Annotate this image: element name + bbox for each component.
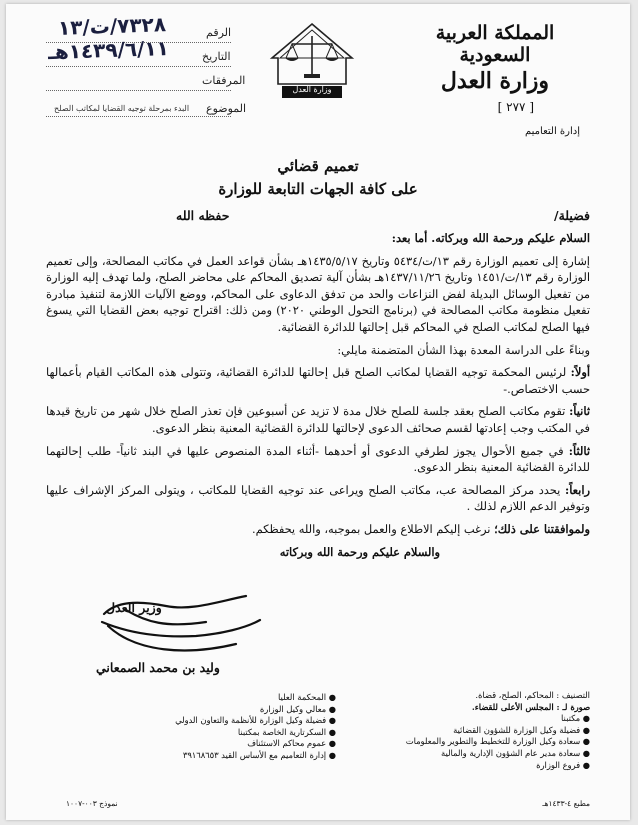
list-item-text: إدارة التعاميم مع الأساس القيد ٣٩١٦٨٦٥٣ [182,749,327,760]
list-item: ● مكتبنا [561,713,590,724]
circular-subtitle: على كافة الجهات التابعة للوزارة [218,180,418,198]
list-item: ● فضيلة وكيل الوزارة للشؤون القضائية [453,724,590,735]
classification: التصنيف : المحاكم، الصلح، قضاة. [475,690,590,700]
blessing: حفظه الله [176,208,230,223]
list-item-text: فضيلة وكيل الوزارة للشؤون القضائية [453,724,581,735]
department-name: إدارة التعاميم [525,126,580,137]
closing: والسلام عليكم ورحمة الله وبركاته [279,544,440,559]
signatory-title: وزير العدل [106,600,162,615]
paragraph-fourth [46,482,590,515]
distribution-left [116,692,336,762]
list-item-text: معالي وكيل الوزارة [259,703,327,714]
paragraph-third [46,443,590,476]
approval-text: نرغب إليكم الاطلاع والعمل بموجبه، والله يحفظكم. [251,521,495,536]
paragraph-reference: إشارة إلى تعميم الوزارة رقم ١٣/ت/٥٤٣٤ وتاريخ ١٤٣٥/٥/١٧هـ بشأن قواعد العمل في مكاتب المصالحة، وإلى تعميم الوزارة رقم ١٣/ت/١٤٥١ وتاريخ ١٤٣٧/١١/٢٦هـ بشأن آلية تصديق المحاكم على محاضر الصلح، ولما تهدف إليه الوزارة من تفعيل الوسائل البديلة لفض النزاعات والحد من تدفق الدعاوى على المحاكم، ووضع الآليات اللازمة لتنفيذ مبادرة تفعيل منظومة مكاتب المصالحة في (برنامج التحول الوطني ٢٠٢٠) ومن ذلك: اقتراح توجيه بعض القضايا التي يسوغ فيها الصلح لمكاتب الصلح في المحاكم قبل إحالتها للدائرة القضائية. [46,253,590,334]
list-item-text: فروع الوزارة [536,759,581,770]
document-page [6,4,630,820]
approval-lead: ولموافقتنا على ذلك؛ [494,521,590,536]
salutation-row [46,208,590,223]
list-item-text: سعادة مدير عام الشؤون الإدارية والمالية [441,747,581,758]
date-line [46,66,231,67]
list-item: ● سعادة وكيل الوزارة للتخطيط والتطوير والمعلومات [405,736,590,747]
list-item-text: عموم محاكم الاستئناف [247,738,327,749]
form-code: نموذج ٠٠٣-١٠٠٧ [66,799,118,808]
list-item: ● فضيلة وكيل الوزارة للأنظمة والتعاون الدولي [175,715,336,726]
circular-title: تعميم قضائي [277,157,359,175]
ministry-name-line2: وزارة العدل [440,68,550,94]
paragraph-second [46,403,590,436]
print-code: مطبع ٤-١٤٣٣هـ [542,799,590,808]
list-item-text: فضيلة وكيل الوزارة للأنظمة والتعاون الدولي [175,715,327,726]
date-label: التاريخ [202,50,231,63]
number-label: الرقم [206,26,232,39]
document-number: [ ٢٧٧ ] [497,100,534,114]
emblem-label: وزارة العدل [292,85,332,94]
third-text: في جميع الأحوال يجوز لطرفي الدعوى أو أحدهما -أثناء المدة المنصوص عليها في البند ثانياً- طلب إحالتهما للدائرة القضائية المعنية بنظر الدعوى. [46,443,590,475]
fourth-text: يحدد مركز المصالحة عب، مكاتب الصلح ويراعى عند توجيه القضايا للمكاتب ، ويتولى المركز الإشراف عليها وتوفير الدعم اللازم لذلك . [46,482,590,514]
ministry-emblem [268,22,356,100]
paragraph-first [46,364,590,397]
letter-body [46,230,590,566]
list-item-text: المحكمة العليا [278,692,327,702]
subject-value: البدء بمرحلة توجيه القضايا لمكاتب الصلح [54,104,190,113]
signatory-name: وليد بن محمد الصمعاني [96,660,220,675]
list-item: ● السكرتارية الخاصة بمكتبنا [237,726,336,737]
fourth-lead: رابعاً: [564,482,590,497]
attachments-label: المرفقات [202,74,246,87]
list-item: ● معالي وكيل الوزارة [259,703,336,714]
first-lead: أولاً: [570,365,590,380]
paragraph-study: وبناءً على الدراسة المعدة بهذا الشأن المتضمنة مايلي: [337,342,590,357]
second-text: تقوم مكاتب الصلح بعقد جلسة للصلح خلال مدة لا تزيد عن أسبوعين فإن تعذر الصلح خلال شهر من تاريخ قيدها في المكتب وجب إعادتها لقسم صحائف الدعوى لإحالتها للدائرة القضائية المعنية بنظر الدعوى. [46,404,590,435]
ministry-header [400,22,590,94]
list-item-text: السكرتارية الخاصة بمكتبنا [237,726,327,737]
list-item: ● عموم محاكم الاستئناف [247,738,336,749]
copy-to: صورة لـ : المجلس الأعلى للقضاء. [471,701,590,712]
date-value: ١٤٣٩/٦/١١هـ [47,35,170,65]
list-item: ● سعادة مدير عام الشؤون الإدارية والمالية [441,747,590,758]
list-item-text: سعادة وكيل الوزارة للتخطيط والتطوير والمعلومات [405,736,581,747]
third-lead: ثالثاً: [568,443,590,458]
list-item-text: مكتبنا [561,713,581,724]
greeting: السلام عليكم ورحمة الله وبركاته. أما بعد: [391,231,590,245]
handwritten-signature [96,592,266,662]
subject-label: الموضوع [206,102,247,115]
list-item: ● إدارة التعاميم مع الأساس القيد ٣٩١٦٨٦٥٣ [182,749,336,760]
distribution-right [380,690,590,771]
list-item: ● فروع الوزارة [536,759,590,770]
second-lead: ثانياً: [569,404,590,419]
paragraph-approval [46,521,590,538]
ministry-name-line1: المملكة العربية السعودية [435,22,555,66]
attachments-line [46,90,231,91]
number-value: ٧٣٢٨/ت/١٣ [57,12,167,40]
addressee: فضيلة/ [554,208,590,223]
list-item: ● المحكمة العليا [278,692,336,702]
first-text: لرئيس المحكمة توجيه القضايا لمكاتب الصلح قبل إحالتها للدائرة القضائية، وتتولى هذه المكاتب القيام بأعمالها حسب الاختصاص.- [46,365,590,396]
subject-line [46,116,231,117]
